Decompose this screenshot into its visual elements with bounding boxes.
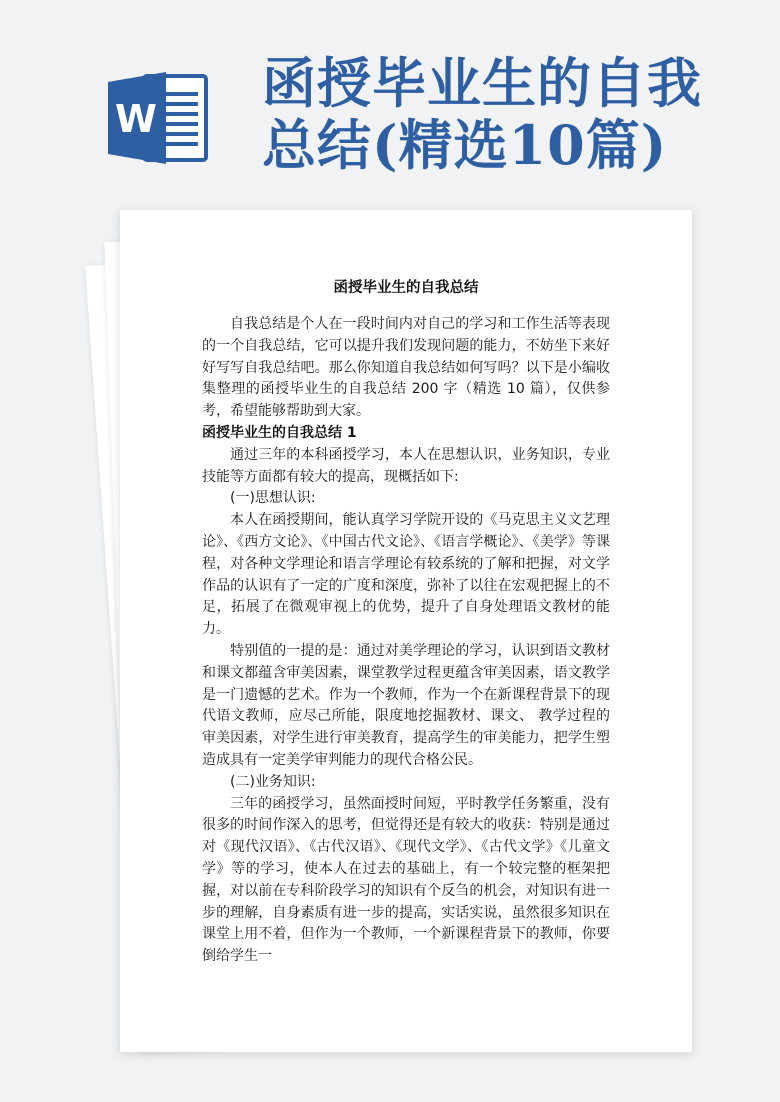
- document-paragraph: 特别值的一提的是：通过对美学理论的学习，认识到语文教材和课文都蕴含审美因素，课堂教学过程更蕴含审美因素，语文教学是一门遗憾的艺术。作为一个教师，作为一个在新课程背景下的现代语文教师，应尽己所能，限度地挖掘教材、课文、 教学过程的审美因素，对学生进行审美教育，提高学生的审美能力，把学生塑造成具有一定美学审判能力的现代合格公民。: [202, 642, 610, 768]
- document-paragraph: 三年的函授学习，虽然面授时间短，平时教学任务繁重，没有很多的时间作深入的思考，但觉得还是有较大的收获：特别是通过对《现代汉语》、《古代汉语》、《现代文学》、《古代文学》《儿童文学》等的学习，使本人在过去的基础上，有一个较完整的框架把握，对以前在专科阶段学习的知识有个反刍的机会，对知识有进一步的理解，自身素质有进一步的提高，实话实说，虽然很多知识在课堂上用不着，但作为一个教师，一个新课程背景下的教师，你要倒给学生一: [202, 795, 610, 965]
- page-title-line1: 函授毕业生的自我: [262, 51, 702, 115]
- section-heading: 函授毕业生的自我总结 1: [202, 424, 357, 441]
- document-paragraph: 通过三年的本科函授学习，本人在思想认识，业务知识，专业技能等方面都有较大的提高，现概括如下:: [202, 446, 610, 485]
- page-title-line2: 总结(精选10篇): [262, 113, 668, 177]
- document-paragraph: 本人在函授期间，能认真学习学院开设的《马克思主义文艺理论》、《西方文论》、《中国古代文论》、《语言学概论》、《美学》等课程，对各种文学理论和语言学理论有较系统的了解和把握，对文学作品的认识有了一定的广度和深度，弥补了以往在宏观把握上的不足，拓展了在微观审视上的优势，提升了自身处理语文教材的能力。: [202, 512, 610, 638]
- document-title: 函授毕业生的自我总结: [333, 280, 479, 296]
- subsection-heading: (二)业务知识:: [230, 773, 316, 790]
- document-paragraph: 自我总结是个人在一段时间内对自己的学习和工作生活等表现的一个自我总结，它可以提升我们发现问题的能力，不妨坐下来好好写写自我总结吧。那么你知道自我总结如何写吗？以下是小编收集整理的函授毕业生的自我总结 200 字（精选 10 篇），仅供参考，希望能够帮助到大家。: [202, 316, 610, 420]
- word-icon: [108, 70, 210, 166]
- subsection-heading: (一)思想认识:: [230, 490, 316, 507]
- page-title: [262, 52, 762, 176]
- word-icon-letter: W: [115, 97, 157, 141]
- document-page: [120, 210, 692, 1052]
- document-body: [202, 314, 610, 968]
